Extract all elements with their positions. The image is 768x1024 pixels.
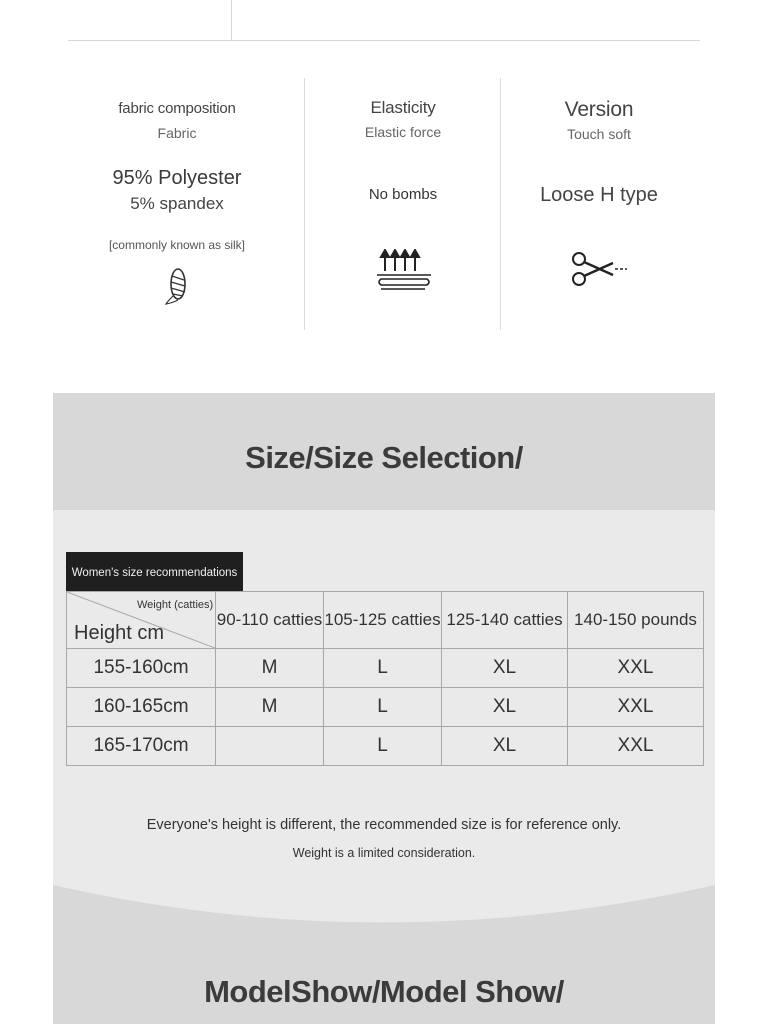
weight-axis-label: Weight (catties) bbox=[137, 599, 214, 611]
size-recommendation-tab: Women's size recommendations bbox=[66, 552, 243, 591]
version-title: Version bbox=[564, 98, 634, 121]
size-cell: M bbox=[216, 649, 324, 688]
elasticity-subtitle: Elastic force bbox=[364, 124, 442, 140]
size-cell: XXL bbox=[568, 688, 704, 727]
stretch-arrows-icon bbox=[305, 249, 501, 300]
height-cell: 155-160cm bbox=[67, 649, 216, 688]
size-chart-header-row bbox=[67, 592, 704, 649]
version-attribute bbox=[501, 78, 697, 330]
fabric-polyester: 95% Polyester bbox=[112, 167, 242, 189]
size-cell: XXL bbox=[568, 727, 704, 766]
weight-column-header: 125-140 catties bbox=[442, 592, 568, 649]
size-cell: XL bbox=[442, 649, 568, 688]
weight-column-header: 90-110 catties bbox=[216, 592, 324, 649]
size-chart-row bbox=[67, 727, 704, 766]
size-cell: L bbox=[324, 688, 442, 727]
fabric-subtitle: Fabric bbox=[157, 125, 197, 141]
size-chart-corner-cell bbox=[67, 592, 216, 649]
top-divider-horizontal bbox=[68, 40, 700, 41]
size-note-line1: Everyone's height is different, the recommended size is for reference only. bbox=[146, 817, 622, 833]
scissors-icon bbox=[501, 247, 697, 296]
size-cell: XL bbox=[442, 727, 568, 766]
size-chart-row bbox=[67, 649, 704, 688]
elasticity-attribute bbox=[305, 78, 501, 330]
elasticity-value: No bombs bbox=[368, 186, 438, 203]
weight-column-header: 105-125 catties bbox=[324, 592, 442, 649]
size-cell: M bbox=[216, 688, 324, 727]
model-section-title: ModelShow/Model Show/ bbox=[204, 974, 564, 1009]
fabric-attribute bbox=[68, 78, 286, 330]
size-cell: L bbox=[324, 727, 442, 766]
top-divider-vertical bbox=[231, 0, 232, 40]
height-cell: 160-165cm bbox=[67, 688, 216, 727]
height-axis-label: Height cm bbox=[74, 622, 165, 644]
weight-column-header: 140-150 pounds bbox=[568, 592, 704, 649]
size-section-title: Size/Size Selection/ bbox=[245, 440, 523, 475]
fabric-spandex: 5% spandex bbox=[130, 194, 224, 213]
version-value: Loose H type bbox=[540, 184, 658, 206]
size-cell: L bbox=[324, 649, 442, 688]
fabric-title: fabric composition bbox=[118, 100, 236, 117]
size-cell: XL bbox=[442, 688, 568, 727]
size-note-line2: Weight is a limited consideration. bbox=[292, 846, 476, 860]
size-chart-table bbox=[66, 591, 704, 766]
elasticity-title: Elasticity bbox=[370, 98, 436, 117]
size-cell: XXL bbox=[568, 649, 704, 688]
thread-spool-icon bbox=[68, 266, 286, 311]
version-subtitle: Touch soft bbox=[567, 126, 631, 142]
height-cell: 165-170cm bbox=[67, 727, 216, 766]
size-cell bbox=[216, 727, 324, 766]
size-chart-row bbox=[67, 688, 704, 727]
fabric-note: [commonly known as silk] bbox=[108, 238, 246, 252]
